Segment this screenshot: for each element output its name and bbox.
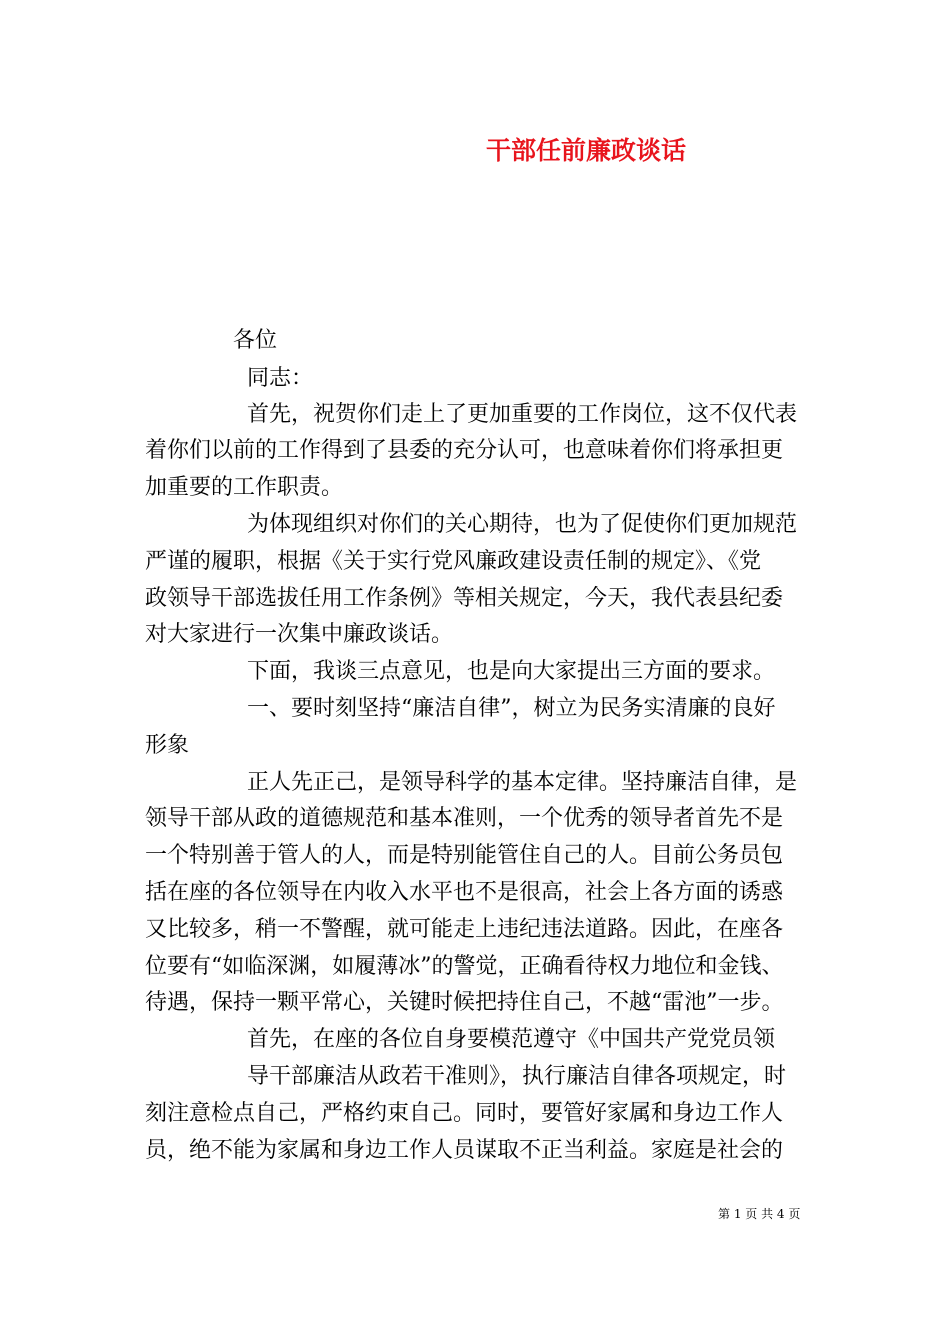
salutation-line-1: 各位: [233, 328, 278, 353]
body-line: 对大家进行一次集中廉政谈话。: [145, 622, 454, 647]
body-line: 刻注意检点自己，严格约束自己。同时，要管好家属和身边工作人: [145, 1101, 784, 1126]
body-line: 政领导干部选拔任用工作条例》等相关规定，今天，我代表县纪委: [145, 586, 784, 611]
body-line: 位要有“如临深渊，如履薄冰”的警觉，正确看待权力地位和金钱、: [145, 954, 784, 979]
body-line: 括在座的各位领导在内收入水平也不是很高，社会上各方面的诱惑: [145, 880, 784, 905]
body-line: 下面，我谈三点意见，也是向大家提出三方面的要求。: [247, 659, 776, 684]
section-heading-line: 一、要时刻坚持“廉洁自律”，树立为民务实清廉的良好: [247, 696, 776, 721]
body-line: 严谨的履职，根据《关于实行党风廉政建设责任制的规定》、《党: [145, 549, 762, 574]
body-line: 着你们以前的工作得到了县委的充分认可，也意味着你们将承担更: [145, 438, 784, 463]
body-line: 为体现组织对你们的关心期待，也为了促使你们更加规范: [247, 512, 798, 537]
body-line: 加重要的工作职责。: [145, 475, 344, 500]
section-heading-line: 形象: [145, 733, 190, 758]
body-line: 正人先正己，是领导科学的基本定律。坚持廉洁自律，是: [247, 770, 798, 795]
body-line: 员，绝不能为家属和身边工作人员谋取不正当利益。家庭是社会的: [145, 1138, 784, 1163]
body-line: 一个特别善于管人的人，而是特别能管住自己的人。目前公务员包: [145, 843, 784, 868]
body-line: 又比较多，稍一不警醒，就可能走上违纪违法道路。因此，在座各: [145, 917, 784, 942]
page-number-footer: 第 1 页 共 4 页: [718, 1207, 801, 1221]
body-line: 领导干部从政的道德规范和基本准则，一个优秀的领导者首先不是: [145, 806, 784, 831]
body-line: 导干部廉洁从政若干准则》，执行廉洁自律各项规定，时: [247, 1064, 787, 1089]
body-line: 待遇，保持一颗平常心，关键时候把持住自己，不越“雷池”一步。: [145, 990, 784, 1015]
body-line: 首先，在座的各位自身要模范遵守《中国共产党党员领: [247, 1027, 776, 1052]
body-line: 首先，祝贺你们走上了更加重要的工作岗位，这不仅代表: [247, 402, 798, 427]
salutation-line-2: 同志：: [247, 366, 314, 391]
document-title: 干部任前廉政谈话: [486, 136, 687, 165]
